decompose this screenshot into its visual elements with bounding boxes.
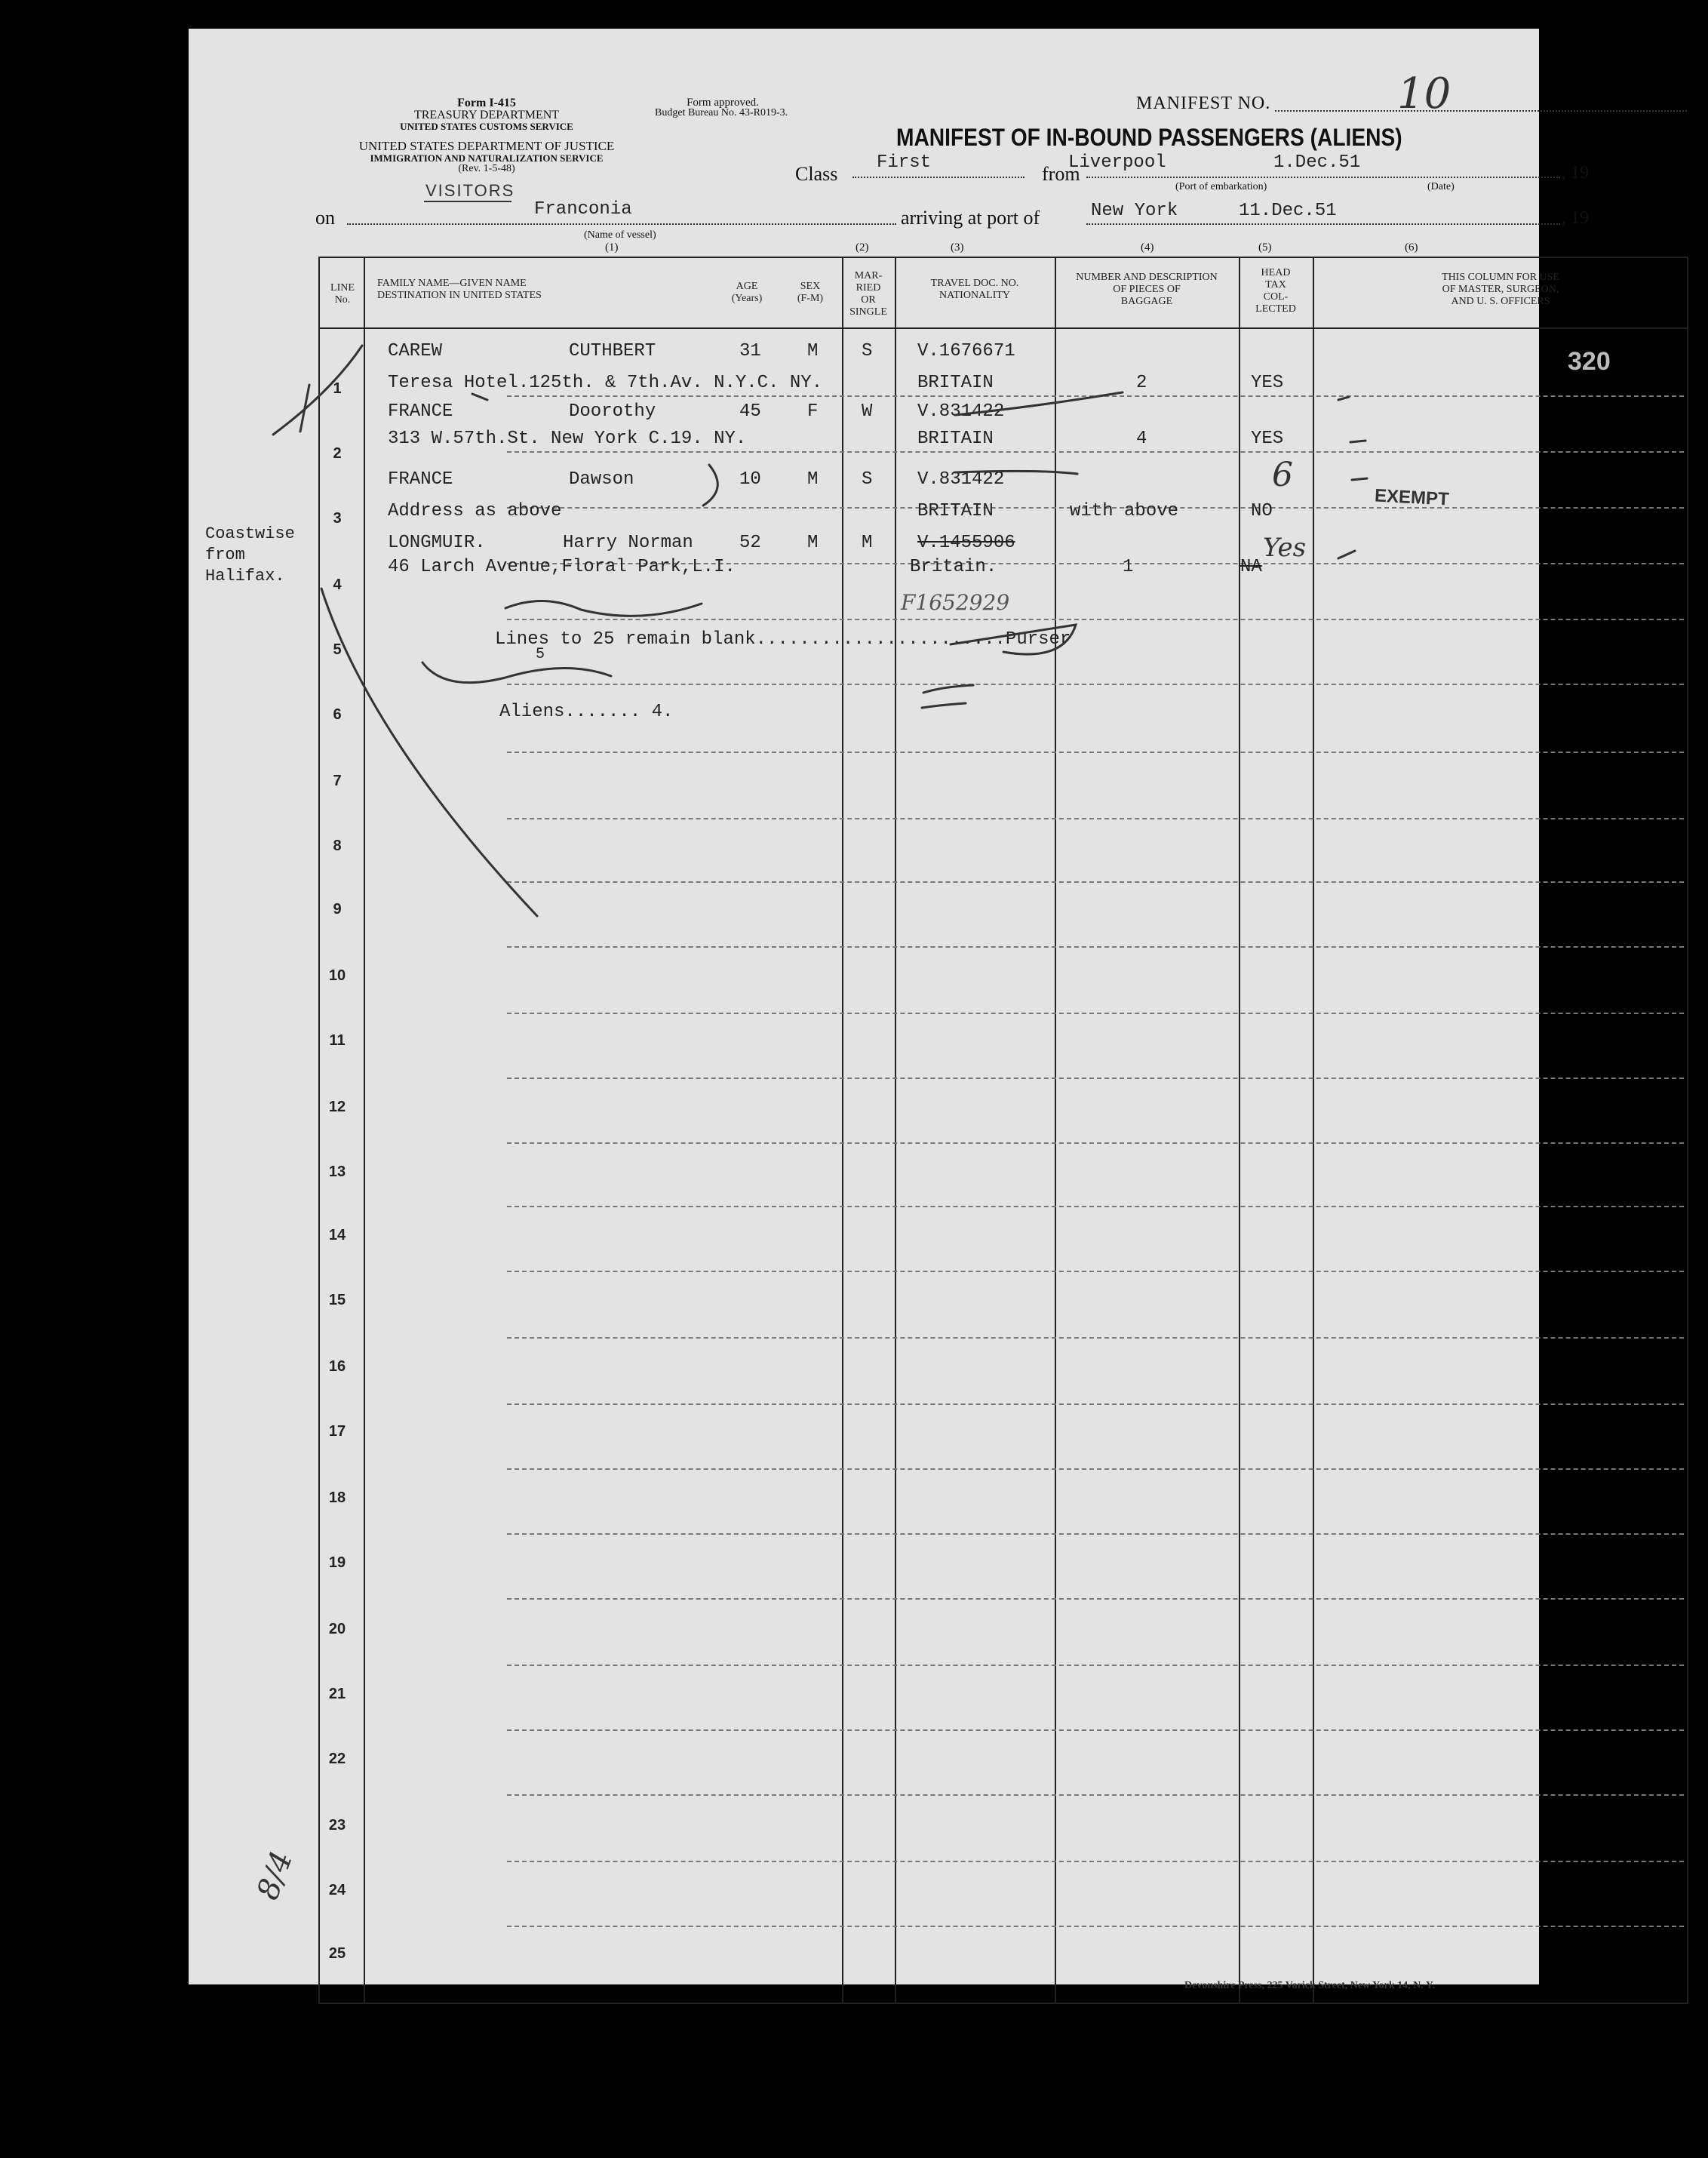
check-mark	[273, 346, 362, 435]
dash-mark	[1352, 478, 1367, 480]
from-label: from	[1042, 163, 1080, 185]
line-number: 1	[333, 380, 342, 397]
aliens-total: Aliens....... 4.	[499, 702, 674, 722]
strike-mark	[955, 392, 1123, 415]
passenger-travel-doc: V.831422	[917, 401, 1005, 422]
passenger-head-tax: YES	[1251, 429, 1284, 449]
passenger-baggage: 4	[1136, 429, 1147, 449]
header-name: FAMILY NAME—GIVEN NAME DESTINATION IN UNITED STATES	[377, 278, 542, 301]
passenger-given-name: CUTHBERT	[569, 341, 656, 361]
strike-mark	[955, 471, 1077, 474]
form-number: Form I-415	[457, 97, 516, 109]
on-label: on	[315, 207, 335, 229]
line-number: 21	[328, 1686, 346, 1702]
form-approved: Form approved.	[687, 97, 759, 109]
punch-hole	[136, 682, 175, 721]
port-of-embarkation-caption: (Port of embarkation)	[1175, 181, 1267, 192]
header-baggage: NUMBER AND DESCRIPTION OF PIECES OF BAGGAGE	[1076, 272, 1218, 307]
col-num-4: (4)	[1141, 241, 1154, 254]
passenger-destination: 46 Larch Avenue,Floral Park,L.I.	[388, 557, 736, 577]
arrival-date: 11.Dec.51	[1239, 201, 1337, 221]
year-label-1: , 19	[1562, 163, 1589, 183]
col-num-3: (3)	[951, 241, 964, 254]
manifest-no-value: 10	[1397, 69, 1451, 118]
passenger-sex: M	[807, 469, 819, 490]
passenger-given-name: Harry Norman	[563, 533, 693, 553]
passenger-nationality: BRITAIN	[917, 501, 994, 521]
arriving-label: arriving at port of	[901, 207, 1040, 229]
passenger-marital: S	[862, 341, 873, 361]
exempt-stamp: EXEMPT	[1374, 485, 1450, 510]
line-number: 12	[328, 1099, 346, 1115]
handwritten-squiggle	[923, 685, 973, 693]
customs-service: UNITED STATES CUSTOMS SERVICE	[400, 121, 573, 132]
bracket-mark	[703, 465, 717, 506]
punch-hole	[133, 54, 172, 94]
line-number: 18	[328, 1489, 346, 1506]
line-number: 11	[329, 1032, 346, 1049]
header-line-no: LINE No.	[330, 282, 355, 306]
passenger-destination: Teresa Hotel.125th. & 7th.Av. N.Y.C. NY.	[388, 373, 823, 393]
line-number: 15	[328, 1292, 346, 1308]
line-number: 20	[328, 1621, 346, 1637]
punch-hole	[136, 1814, 175, 1853]
line-number: 4	[333, 576, 342, 593]
lines-blank-number: 5	[536, 646, 545, 663]
passenger-travel-doc: V.831422	[917, 469, 1005, 490]
passenger-family-name: FRANCE	[388, 401, 453, 422]
long-stroke	[321, 589, 537, 916]
dash-mark	[1338, 551, 1355, 558]
line-number: 23	[328, 1817, 346, 1834]
handwritten-note	[422, 662, 611, 683]
from-date: 1.Dec.51	[1273, 152, 1361, 173]
passenger-family-name: LONGMUIR.	[388, 533, 486, 553]
manifest-no-label: MANIFEST NO.	[1136, 94, 1271, 113]
dash-mark	[1338, 397, 1349, 400]
passenger-marital: W	[862, 401, 873, 422]
passenger-head-tax: NA	[1240, 557, 1262, 577]
printer-footer: Devonshire Press, 225 Varick Street, New York 14, N. Y.	[1184, 1980, 1436, 1991]
ins-service: IMMIGRATION AND NATURALIZATION SERVICE	[370, 152, 604, 164]
passenger-nationality: Britain.	[910, 557, 997, 577]
passenger-marital: S	[862, 469, 873, 490]
passenger-given-name: Dawson	[569, 469, 634, 490]
header-age: AGE (Years)	[731, 281, 763, 304]
manifest-page	[189, 29, 1611, 1991]
header-travel-doc: TRAVEL DOC. NO. NATIONALITY	[930, 278, 1019, 301]
correction-mark	[472, 394, 487, 400]
line-number: 22	[328, 1751, 346, 1767]
header-sex: SEX (F-M)	[797, 281, 824, 304]
passenger-age: 10	[739, 469, 761, 490]
handwritten-signature	[505, 601, 702, 616]
passenger-family-name: FRANCE	[388, 469, 453, 490]
header-officers-use: THIS COLUMN FOR USE OF MASTER, SURGEON, AND U. S. OFFICERS	[1442, 272, 1559, 307]
handwritten-margin-note: 8/4	[250, 1846, 300, 1904]
lines-blank-note: Lines to 25 remain blank.......................Purser	[495, 629, 1071, 650]
passenger-baggage: 1	[1123, 557, 1134, 577]
punch-hole	[136, 1349, 175, 1388]
treasury-department: TREASURY DEPARTMENT	[413, 109, 560, 121]
handwritten-travel-doc: F1652929	[901, 590, 1010, 615]
header-married: MAR- RIED OR SINGLE	[849, 270, 887, 318]
handwritten-marks	[189, 29, 1539, 1984]
passenger-nationality: BRITAIN	[917, 429, 994, 449]
line-number: 24	[328, 1882, 346, 1898]
line-number: 6	[333, 706, 342, 723]
form-revision: (Rev. 1-5-48)	[458, 163, 515, 174]
handwritten-yes: Yes	[1263, 533, 1307, 563]
passenger-travel-doc: V.1455906	[917, 533, 1015, 553]
line-number: 14	[328, 1227, 346, 1243]
passenger-given-name: Doorothy	[569, 401, 656, 422]
passenger-baggage: 2	[1136, 373, 1147, 393]
col-num-1: (1)	[605, 241, 619, 254]
line-number: 7	[333, 773, 342, 789]
line-number: 25	[328, 1945, 346, 1962]
dash-mark	[1350, 441, 1365, 442]
line-number: 13	[328, 1164, 346, 1180]
vessel-name: Franconia	[534, 199, 632, 220]
from-port: Liverpool	[1068, 152, 1166, 173]
passenger-head-tax: YES	[1251, 373, 1284, 393]
budget-bureau: Budget Bureau No. 43-R019-3.	[655, 107, 788, 118]
year-label-2: , 19	[1562, 208, 1589, 228]
vessel-caption: (Name of vessel)	[584, 229, 656, 241]
line-number: 10	[328, 967, 346, 984]
col-num-6: (6)	[1405, 241, 1418, 254]
passenger-destination: Address as above	[388, 501, 562, 521]
date-caption: (Date)	[1427, 181, 1455, 192]
passenger-travel-doc: V.1676671	[917, 341, 1015, 361]
passenger-family-name: CAREW	[388, 341, 443, 361]
arrival-port: New York	[1091, 201, 1178, 221]
col-num-5: (5)	[1258, 241, 1272, 254]
header-head-tax: HEAD TAX COL- LECTED	[1255, 267, 1296, 315]
passenger-sex: M	[807, 533, 819, 553]
punch-hole	[136, 1002, 175, 1041]
line-number: 3	[333, 510, 342, 527]
line-number: 2	[333, 445, 342, 462]
line-number: 8	[333, 838, 342, 854]
check-mark	[300, 385, 309, 432]
passenger-sex: M	[807, 341, 819, 361]
line-number: 17	[328, 1423, 346, 1440]
line-number: 19	[328, 1554, 346, 1571]
punch-hole	[127, 1779, 166, 1818]
line-number: 16	[328, 1358, 346, 1375]
passenger-destination: 313 W.57th.St. New York C.19. NY.	[388, 429, 747, 449]
department-of-justice: UNITED STATES DEPARTMENT OF JUSTICE	[358, 139, 615, 153]
passenger-head-tax: NO	[1251, 501, 1273, 521]
manifest-title: MANIFEST OF IN-BOUND PASSENGERS (ALIENS)	[896, 124, 1402, 151]
handwritten-six: 6	[1272, 456, 1293, 494]
handwritten-squiggle	[922, 703, 966, 708]
line-number: 9	[333, 901, 342, 918]
punch-hole	[131, 1465, 170, 1505]
passenger-sex: F	[807, 401, 819, 422]
passenger-age: 31	[739, 341, 761, 361]
passenger-nationality: BRITAIN	[917, 373, 994, 393]
purser-signature	[951, 625, 1076, 654]
coastwise-note: Coastwise from Halifax.	[205, 524, 295, 586]
visitors-stamp: VISITORS	[425, 181, 515, 200]
punch-hole	[124, 223, 163, 263]
class-label: Class	[795, 163, 838, 185]
stamp-number: 320	[1568, 347, 1611, 376]
line-number: 5	[333, 641, 342, 658]
passenger-age: 52	[739, 533, 761, 553]
class-value: First	[877, 152, 932, 173]
passenger-marital: M	[862, 533, 873, 553]
passenger-age: 45	[739, 401, 761, 422]
passenger-baggage: with above	[1070, 501, 1179, 521]
col-num-2: (2)	[856, 241, 869, 254]
